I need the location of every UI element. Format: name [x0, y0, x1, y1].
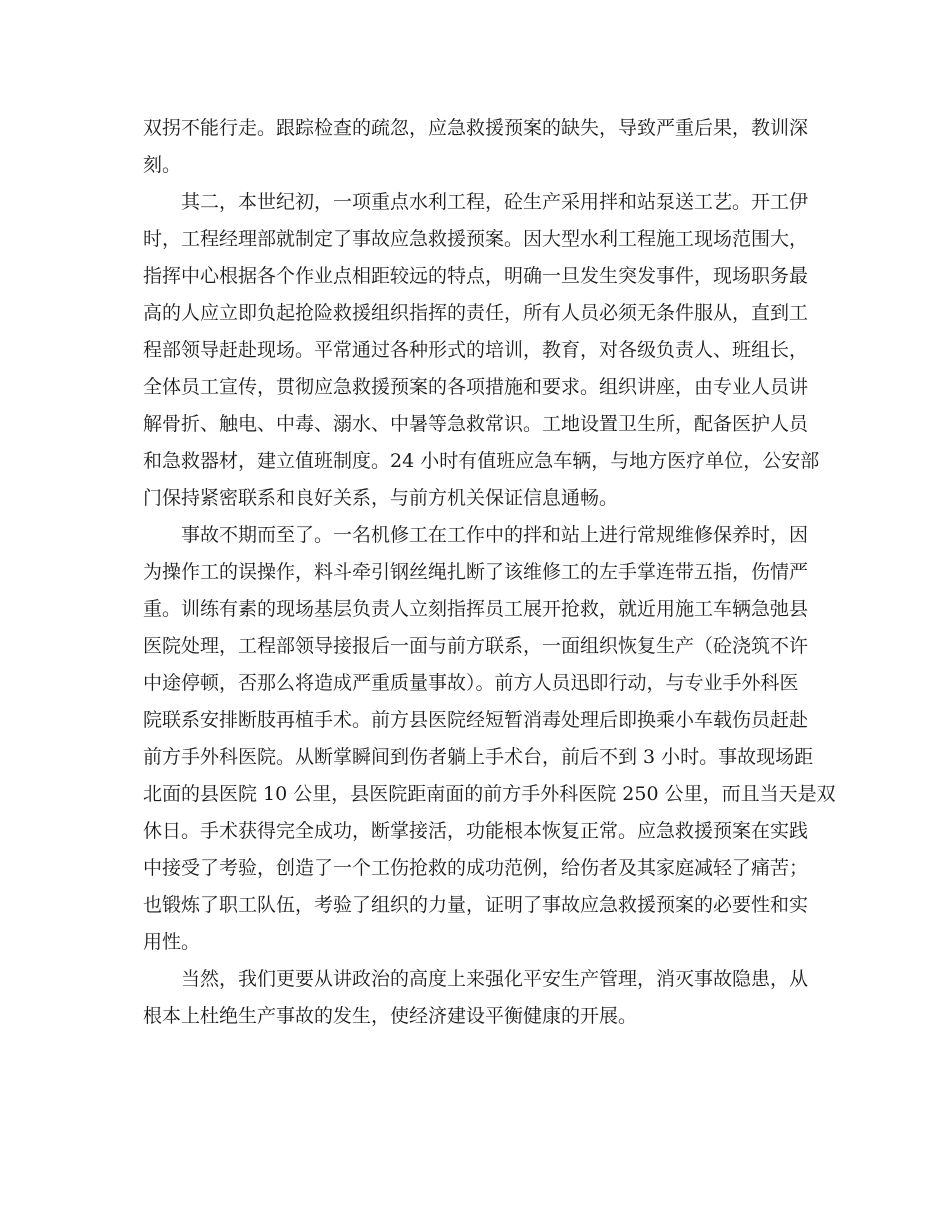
text-line: 重。训练有素的现场基层负责人立刻指挥员工展开抢救，就近用施工车辆急弛县	[143, 598, 809, 620]
text-line: 高的人应立即负起抢险救援组织指挥的责任，所有人员必须无条件服从，直到工	[143, 302, 809, 324]
text-line: 其二，本世纪初，一项重点水利工程，砼生产采用拌和站泵送工艺。开工伊	[143, 191, 809, 213]
text-line: 为操作工的误操作，料斗牵引钢丝绳扎断了该维修工的左手掌连带五指，伤情严	[143, 561, 809, 583]
text-line: 门保持紧密联系和良好关系，与前方机关保证信息通畅。	[143, 487, 619, 509]
text-line: 中途停顿，否那么将造成严重质量事故）。前方人员迅即行动，与专业手外科医	[143, 672, 799, 694]
text-line: 指挥中心根据各个作业点相距较远的特点，明确一旦发生突发事件，现场职务最	[143, 265, 809, 287]
text-line: 和急救器材，建立值班制度。24 小时有值班应急车辆，与地方医疗单位，公安部	[143, 450, 820, 472]
text-line: 医院处理，工程部领导接报后一面与前方联系，一面组织恢复生产（砼浇筑不许	[143, 635, 809, 657]
text-line: 事故不期而至了。一名机修工在工作中的拌和站上进行常规维修保养时，因	[143, 524, 809, 546]
text-line: 解骨折、触电、中毒、溺水、中暑等急救常识。工地设置卫生所，配备医护人员	[143, 413, 809, 435]
text-line: 前方手外科医院。从断掌瞬间到伤者躺上手术台，前后不到 3 小时。事故现场距	[143, 746, 814, 768]
text-line: 全体员工宣传，贯彻应急救援预案的各项措施和要求。组织讲座，由专业人员讲	[143, 376, 809, 398]
text-line: 程部领导赶赴现场。平常通过各种形式的培训，教育，对各级负责人、班组长，	[143, 339, 809, 361]
text-line: 当然，我们更要从讲政治的高度上来强化平安生产管理，消灭事故隐患，从	[143, 968, 809, 990]
text-line: 院联系安排断肢再植手术。前方县医院经短暂消毒处理后即换乘小车载伤员赶赴	[143, 709, 809, 731]
text-line: 用性。	[143, 931, 201, 953]
text-line: 刻。	[143, 154, 182, 176]
text-line: 双拐不能行走。跟踪检查的疏忽，应急救援预案的缺失，导致严重后果，教训深	[143, 117, 809, 139]
text-line: 也锻炼了职工队伍，考验了组织的力量，证明了事故应急救援预案的必要性和实	[143, 894, 809, 916]
text-line: 北面的县医院 10 公里，县医院距南面的前方手外科医院 250 公里，而且当天是双	[143, 783, 836, 805]
text-line: 休日。手术获得完全成功，断掌接活，功能根本恢复正常。应急救援预案在实践	[143, 820, 809, 842]
text-line: 时，工程经理部就制定了事故应急救援预案。因大型水利工程施工现场范围大，	[143, 228, 809, 250]
text-line: 中接受了考验，创造了一个工伤抢救的成功范例，给伤者及其家庭减轻了痛苦；	[143, 857, 809, 879]
text-line: 根本上杜绝生产事故的发生，使经济建设平衡健康的开展。	[143, 1005, 638, 1027]
